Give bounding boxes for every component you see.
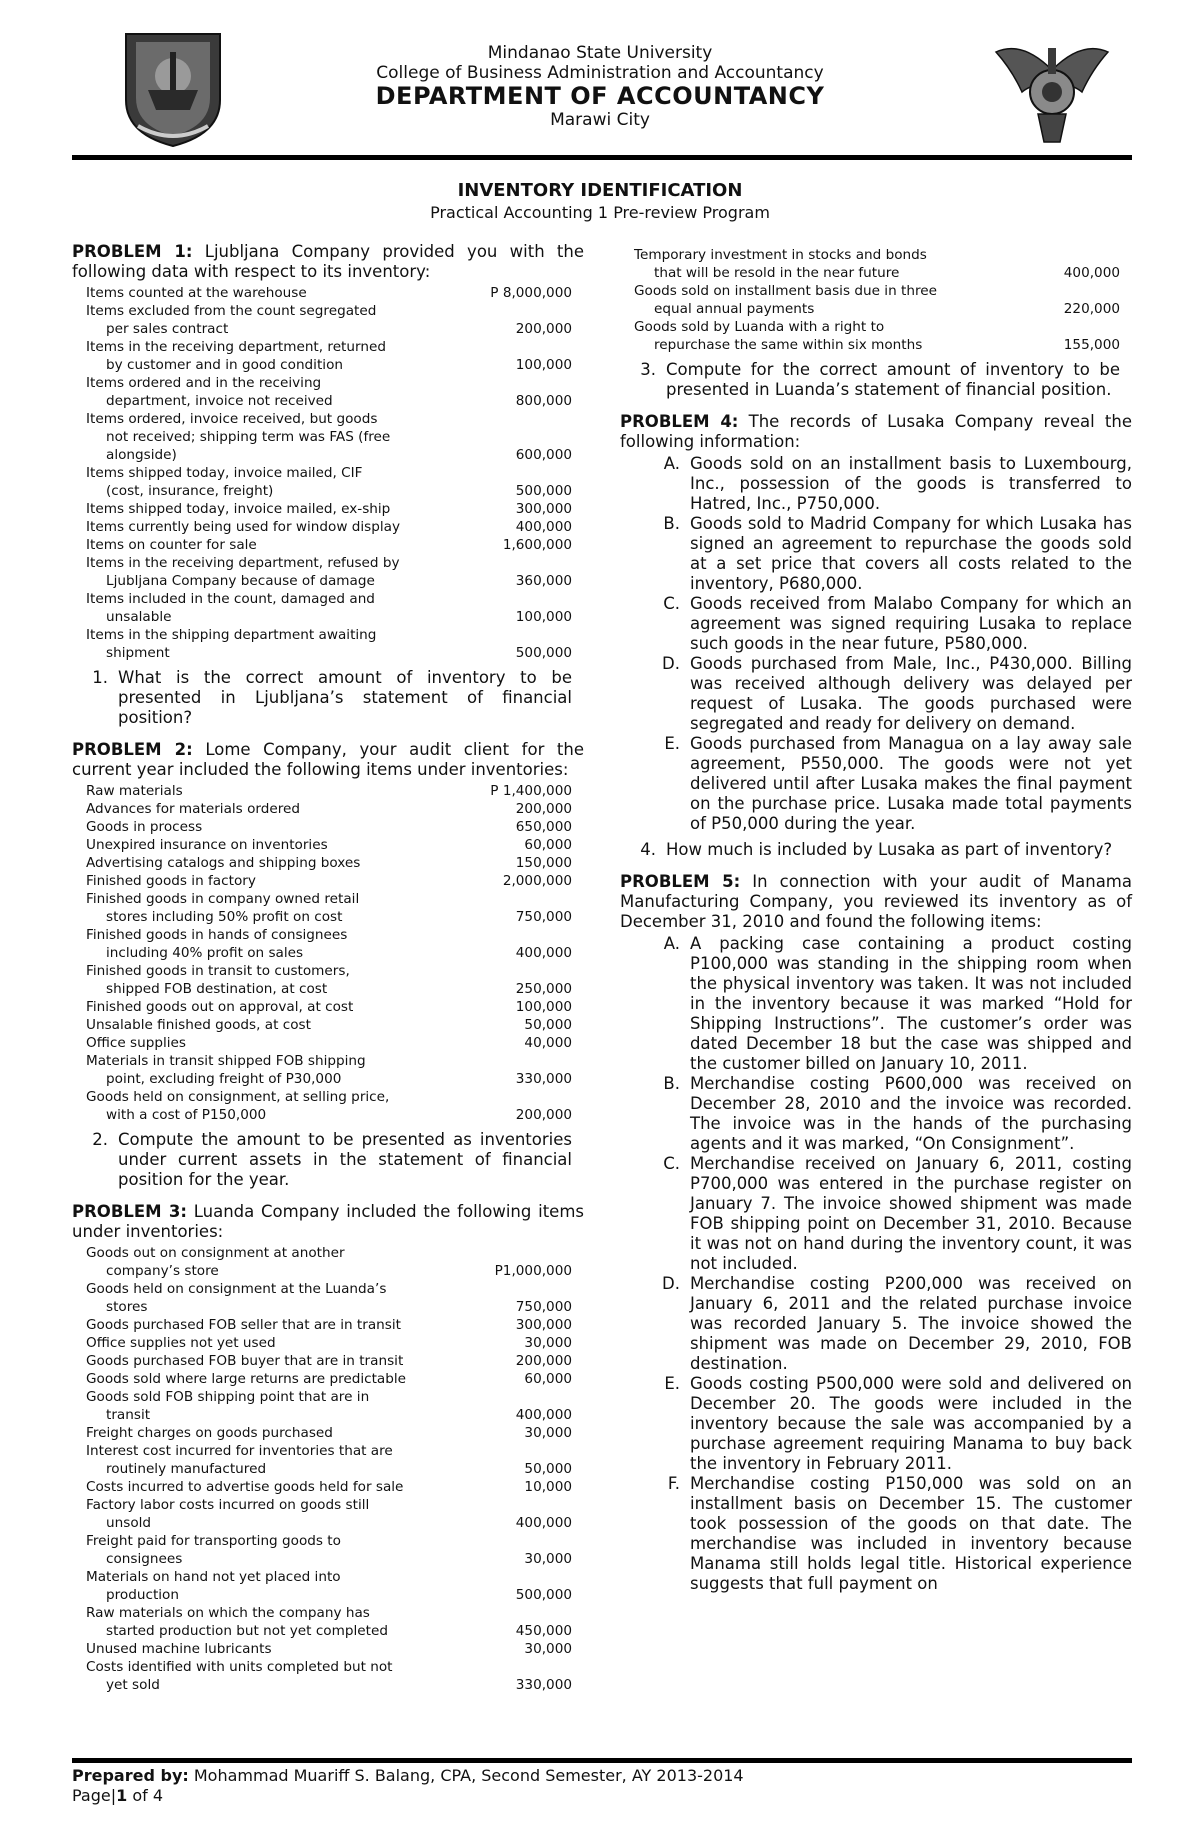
list-item <box>620 594 1132 654</box>
item-description: Goods sold by Luanda with a right to <box>634 319 885 335</box>
footer-divider <box>72 1758 1132 1763</box>
item-description: Office supplies not yet used <box>86 1335 276 1351</box>
item-amount: 100,000 <box>515 357 572 373</box>
item-description-continued: shipped FOB destination, at cost <box>106 981 328 997</box>
item-description: Finished goods in company owned retail <box>86 891 360 907</box>
item-description-continued: by customer and in good condition <box>106 357 344 373</box>
item-description: Costs identified with units completed but not <box>86 1659 393 1675</box>
table-row <box>72 1034 584 1052</box>
item-amount: 250,000 <box>515 981 572 997</box>
item-amount: 650,000 <box>515 819 572 835</box>
list-item-text: Goods costing P500,000 were sold and delivered on December 20. The goods were included in the inventory because the sale was accompanied by a purchase agreement requiring Manama to buy back the inventory in February 2011. <box>690 1374 1132 1473</box>
item-amount: 30,000 <box>524 1335 572 1351</box>
list-item <box>620 1154 1132 1274</box>
table-row <box>72 1388 584 1424</box>
list-item-letter: A. <box>663 934 680 953</box>
item-description-continued: yet sold <box>106 1677 160 1693</box>
item-amount: 200,000 <box>515 1107 572 1123</box>
table-row <box>72 1280 584 1316</box>
item-description: Advertising catalogs and shipping boxes <box>86 855 361 871</box>
item-amount: 330,000 <box>515 1071 572 1087</box>
list-item <box>620 1274 1132 1374</box>
item-description: Advances for materials ordered <box>86 801 301 817</box>
table-row <box>72 1352 584 1370</box>
table-row <box>72 1424 584 1442</box>
item-amount: 100,000 <box>515 999 572 1015</box>
city-name: Marawi City <box>550 109 650 130</box>
document-subtitle: Practical Accounting 1 Pre-review Program <box>430 203 770 222</box>
table-row <box>72 1370 584 1388</box>
problem-3-table-continued <box>620 246 1132 354</box>
item-amount: 150,000 <box>515 855 572 871</box>
item-description: Goods sold where large returns are predictable <box>86 1371 407 1387</box>
table-row <box>72 554 584 590</box>
left-column <box>72 242 584 1698</box>
item-description: Items excluded from the count segregated <box>86 303 377 319</box>
table-row <box>72 464 584 500</box>
list-item <box>620 734 1132 834</box>
table-row <box>72 1088 584 1124</box>
table-row <box>620 282 1132 318</box>
item-description-continued: stores including 50% profit on cost <box>106 909 343 925</box>
item-amount: 400,000 <box>515 1515 572 1531</box>
item-description-continued: routinely manufactured <box>106 1461 267 1477</box>
item-amount: P 1,400,000 <box>490 783 572 799</box>
item-amount: 40,000 <box>524 1035 572 1051</box>
item-description: Unsalable finished goods, at cost <box>86 1017 311 1033</box>
item-amount: 50,000 <box>524 1461 572 1477</box>
item-amount: P1,000,000 <box>494 1263 572 1279</box>
problem-1-intro: PROBLEM 1: Ljubljana Company provided you with the following data with respect to its inventory: <box>72 242 584 281</box>
list-item <box>620 934 1132 1074</box>
item-description: Goods held on consignment, at selling price, <box>86 1089 390 1105</box>
table-row <box>72 536 584 554</box>
table-row <box>72 962 584 998</box>
table-row <box>72 836 584 854</box>
table-row <box>72 410 584 464</box>
list-item-text: Merchandise received on January 6, 2011, costing P700,000 was entered in the purchase register on January 7. The invoice showed shipment was made FOB shipping point on December 31, 2010. Because it was not on hand during the inventory count, it was not included. <box>690 1154 1132 1273</box>
item-description-continued: repurchase the same within six months <box>654 337 923 353</box>
item-description: Items in the receiving department, returned <box>86 339 386 355</box>
college-name: College of Business Administration and Accountancy <box>376 62 824 83</box>
item-description-continued: department, invoice not received <box>106 393 333 409</box>
item-description: Raw materials <box>86 783 183 799</box>
table-row <box>72 1604 584 1640</box>
list-item-text: Goods purchased from Male, Inc., P430,000. Billing was received although delivery was delayed per request of Lusaka. The goods purchased were segregated and ready for delivery on demand. <box>690 654 1132 733</box>
table-row <box>72 800 584 818</box>
item-description: Items in the receiving department, refused by <box>86 555 400 571</box>
item-amount: 30,000 <box>524 1641 572 1657</box>
item-description-continued: shipment <box>106 645 170 661</box>
item-description-continued: unsold <box>106 1515 152 1531</box>
table-row <box>72 1568 584 1604</box>
item-description: Temporary investment in stocks and bonds <box>634 247 927 263</box>
item-description-continued: started production but not yet completed <box>106 1623 388 1639</box>
document-footer <box>72 1766 744 1806</box>
list-item-letter: D. <box>662 654 680 673</box>
item-amount: 155,000 <box>1063 337 1120 353</box>
table-row <box>72 890 584 926</box>
item-amount: 500,000 <box>515 645 572 661</box>
problem-5-list <box>620 934 1132 1594</box>
item-description: Goods in process <box>86 819 203 835</box>
list-item <box>620 514 1132 594</box>
problem-1-table <box>72 284 584 662</box>
table-row <box>72 1532 584 1568</box>
table-row <box>72 338 584 374</box>
table-row <box>72 854 584 872</box>
list-item-letter: E. <box>664 1374 680 1393</box>
item-description: Finished goods in factory <box>86 873 256 889</box>
item-description: Finished goods in transit to customers, <box>86 963 350 979</box>
table-row <box>72 374 584 410</box>
item-amount: 200,000 <box>515 801 572 817</box>
list-item-text: Goods sold on an installment basis to Luxembourg, Inc., possession of the goods is transferred to Hatred, Inc., P750,000. <box>690 454 1132 513</box>
item-amount: 400,000 <box>1063 265 1120 281</box>
item-description: Freight paid for transporting goods to <box>86 1533 341 1549</box>
list-item <box>620 654 1132 734</box>
item-amount: 500,000 <box>515 1587 572 1603</box>
item-description: Items counted at the warehouse <box>86 285 307 301</box>
item-amount: 100,000 <box>515 609 572 625</box>
problem-4-question: 4. How much is included by Lusaka as part of inventory? <box>640 840 1113 859</box>
list-item-letter: B. <box>663 514 680 533</box>
table-row <box>72 1442 584 1478</box>
item-amount: P 8,000,000 <box>490 285 572 301</box>
problem-3-intro: PROBLEM 3: Luanda Company included the following items under inventories: <box>72 1202 585 1241</box>
list-item <box>620 1474 1132 1594</box>
table-row <box>72 1052 584 1088</box>
item-description: Costs incurred to advertise goods held for sale <box>86 1479 404 1495</box>
item-description-continued: (cost, insurance, freight) <box>106 483 274 499</box>
university-name: Mindanao State University <box>487 43 713 63</box>
problem-2-question: 2. Compute the amount to be presented as inventories under current assets in the statement of financial position for the year. <box>92 1130 572 1189</box>
list-item-letter: C. <box>663 594 680 613</box>
item-amount: 400,000 <box>515 519 572 535</box>
item-amount: 30,000 <box>524 1551 572 1567</box>
item-description: Unused machine lubricants <box>86 1641 272 1657</box>
table-row <box>72 302 584 338</box>
table-row <box>72 1478 584 1496</box>
item-description: Items ordered, invoice received, but goods <box>86 411 378 427</box>
item-description: Finished goods out on approval, at cost <box>86 999 354 1015</box>
table-row <box>72 1316 584 1334</box>
item-amount: 200,000 <box>515 1353 572 1369</box>
department-name: DEPARTMENT OF ACCOUNTANCY <box>375 82 825 111</box>
item-amount: 30,000 <box>524 1425 572 1441</box>
list-item-text: Goods received from Malabo Company for which an agreement was signed requiring Lusaka to replace such goods in the near future, P580,000. <box>690 594 1132 653</box>
item-description: Goods held on consignment at the Luanda’s <box>86 1281 387 1297</box>
item-description-continued: Ljubljana Company because of damage <box>106 573 375 589</box>
item-description: Items ordered and in the receiving <box>86 375 322 391</box>
item-description: Raw materials on which the company has <box>86 1605 370 1621</box>
item-description-continued: including 40% profit on sales <box>106 945 304 961</box>
table-row <box>72 284 584 302</box>
item-description: Freight charges on goods purchased <box>86 1425 333 1441</box>
item-description: Finished goods in hands of consignees <box>86 927 348 943</box>
item-amount: 360,000 <box>515 573 572 589</box>
problem-3-label: PROBLEM 3: <box>72 1202 187 1221</box>
item-description-continued: company’s store <box>106 1263 219 1279</box>
problem-2-label: PROBLEM 2: <box>72 740 193 759</box>
list-item-letter: B. <box>663 1074 680 1093</box>
accountancy-eagle-logo <box>992 30 1112 148</box>
list-item-text: Merchandise costing P200,000 was received on January 6, 2011 and the related purchase invoice was recorded January 5. The invoice showed the shipment was made on December 29, 2010, FOB destination. <box>690 1274 1132 1373</box>
item-description-continued: stores <box>106 1299 148 1315</box>
problem-2-intro: PROBLEM 2: Lome Company, your audit client for the current year included the following items under inventories: <box>72 740 585 779</box>
item-description-continued: per sales contract <box>106 321 229 337</box>
item-amount: 10,000 <box>524 1479 572 1495</box>
item-description: Interest cost incurred for inventories that are <box>86 1443 393 1459</box>
item-amount: 1,600,000 <box>502 537 572 553</box>
item-description: Materials on hand not yet placed into <box>86 1569 341 1585</box>
item-amount: 600,000 <box>515 447 572 463</box>
item-amount: 330,000 <box>515 1677 572 1693</box>
item-description: Items shipped today, invoice mailed, CIF <box>86 465 363 481</box>
list-item <box>620 454 1132 514</box>
document-title: INVENTORY IDENTIFICATION <box>457 180 743 201</box>
table-row <box>72 626 584 662</box>
item-amount: 750,000 <box>515 909 572 925</box>
list-item-text: Goods sold to Madrid Company for which Lusaka has signed an agreement to repurchase the goods sold at a set price that covers all costs related to the inventory, P680,000. <box>690 514 1132 593</box>
item-description-continued: with a cost of P150,000 <box>106 1107 267 1123</box>
item-amount: 500,000 <box>515 483 572 499</box>
list-item-letter: E. <box>664 734 680 753</box>
table-row <box>72 1016 584 1034</box>
item-description-continued: not received; shipping term was FAS (free alongside) <box>106 429 391 463</box>
table-row <box>72 926 584 962</box>
item-amount: 300,000 <box>515 1317 572 1333</box>
list-item-text: Goods purchased from Managua on a lay away sale agreement, P550,000. The goods were not yet delivered until after Lusaka makes the final payment on the purchase price. Lusaka made total payments of P50,000 during the year. <box>690 734 1132 833</box>
item-amount: 300,000 <box>515 501 572 517</box>
table-row <box>72 500 584 518</box>
list-item-text: Merchandise costing P150,000 was sold on an installment basis on December 15. The customer took possession of the goods on that date. The merchandise was included in inventory because Manama still holds legal title. Historical experience suggests that full payment on <box>690 1474 1132 1593</box>
item-amount: 50,000 <box>524 1017 572 1033</box>
problem-4-intro: PROBLEM 4: The records of Lusaka Company reveal the following information: <box>620 412 1132 451</box>
list-item-letter: A. <box>663 454 680 473</box>
item-amount: 2,000,000 <box>502 873 572 889</box>
item-description: Items included in the count, damaged and <box>86 591 375 607</box>
item-description-continued: unsalable <box>106 609 172 625</box>
table-row <box>72 1244 584 1280</box>
item-description: Items on counter for sale <box>86 537 257 553</box>
problem-3-question: 3. Compute for the correct amount of inventory to be presented in Luanda’s statement of financial position. <box>640 360 1120 399</box>
item-description-continued: point, excluding freight of P30,000 <box>106 1071 342 1087</box>
table-row <box>620 318 1132 354</box>
problem-2-table <box>72 782 584 1124</box>
item-description: Items currently being used for window display <box>86 519 401 535</box>
list-item <box>620 1074 1132 1154</box>
list-item <box>620 1374 1132 1474</box>
item-description: Items shipped today, invoice mailed, ex-ship <box>86 501 391 517</box>
item-amount: 750,000 <box>515 1299 572 1315</box>
page-number: Page|1 of 4 <box>72 1786 164 1805</box>
table-row <box>72 818 584 836</box>
item-description: Goods sold FOB shipping point that are in <box>86 1389 370 1405</box>
table-row <box>72 1640 584 1658</box>
item-description: Materials in transit shipped FOB shipping <box>86 1053 366 1069</box>
item-amount: 450,000 <box>515 1623 572 1639</box>
item-description-continued: consignees <box>106 1551 183 1567</box>
item-description: Items in the shipping department awaiting <box>86 627 377 643</box>
item-description: Factory labor costs incurred on goods still <box>86 1497 370 1513</box>
item-description: Goods sold on installment basis due in three <box>634 283 937 299</box>
item-amount: 220,000 <box>1063 301 1120 317</box>
table-row <box>72 1658 584 1694</box>
item-description-continued: equal annual payments <box>654 301 815 317</box>
right-column <box>620 244 1132 1594</box>
prepared-by-text: Mohammad Muariff S. Balang, CPA, Second Semester, AY 2013-2014 <box>188 1766 744 1785</box>
item-description: Goods purchased FOB seller that are in transit <box>86 1317 401 1333</box>
problem-4-label: PROBLEM 4: <box>620 412 739 431</box>
table-row <box>72 998 584 1016</box>
problem-1-label: PROBLEM 1: <box>72 242 193 261</box>
item-amount: 60,000 <box>524 1371 572 1387</box>
table-row <box>620 246 1132 282</box>
item-amount: 200,000 <box>515 321 572 337</box>
item-amount: 400,000 <box>515 945 572 961</box>
table-row <box>72 1334 584 1352</box>
prepared-by-line <box>72 1766 744 1786</box>
list-item-letter: F. <box>667 1474 680 1493</box>
list-item-letter: C. <box>663 1154 680 1173</box>
problem-5-label: PROBLEM 5: <box>620 872 741 891</box>
table-row <box>72 518 584 536</box>
list-item-text: A packing case containing a product costing P100,000 was standing in the shipping room when the physical inventory was taken. It was not included in the inventory because it was marked “Hold for Shipping Instructions”. The customer’s order was dated December 18 but the case was shipped and the customer billed on January 10, 2011. <box>690 934 1132 1073</box>
header-divider <box>72 155 1132 160</box>
list-item-text: Merchandise costing P600,000 was received on December 28, 2010 and the invoice was recorded. The invoice was in the hands of the purchasing agents and it was marked, “On Consignment”. <box>690 1074 1132 1153</box>
item-amount: 400,000 <box>515 1407 572 1423</box>
table-row <box>72 1496 584 1532</box>
item-description-continued: that will be resold in the near future <box>654 265 900 281</box>
item-description: Unexpired insurance on inventories <box>86 837 328 853</box>
problem-5-intro: PROBLEM 5: In connection with your audit of Manama Manufacturing Company, you reviewed its inventory as of December 31, 2010 and found the following items: <box>620 872 1132 931</box>
item-amount: 800,000 <box>515 393 572 409</box>
table-row <box>72 782 584 800</box>
problem-1-question: 1. What is the correct amount of inventory to be presented in Ljubljana’s statement of financial position? <box>92 668 572 727</box>
item-description: Office supplies <box>86 1035 186 1051</box>
item-amount: 60,000 <box>524 837 572 853</box>
problem-4-list <box>620 454 1132 834</box>
list-item-letter: D. <box>662 1274 680 1293</box>
document-header <box>0 0 1200 160</box>
table-row <box>72 590 584 626</box>
prepared-by-label: Prepared by: <box>72 1766 189 1785</box>
document-title-block <box>0 180 1200 222</box>
table-row <box>72 872 584 890</box>
item-description: Goods purchased FOB buyer that are in transit <box>86 1353 404 1369</box>
item-description-continued: production <box>106 1587 179 1603</box>
item-description-continued: transit <box>106 1407 151 1423</box>
item-description: Goods out on consignment at another <box>86 1245 345 1261</box>
problem-3-table <box>72 1244 584 1694</box>
